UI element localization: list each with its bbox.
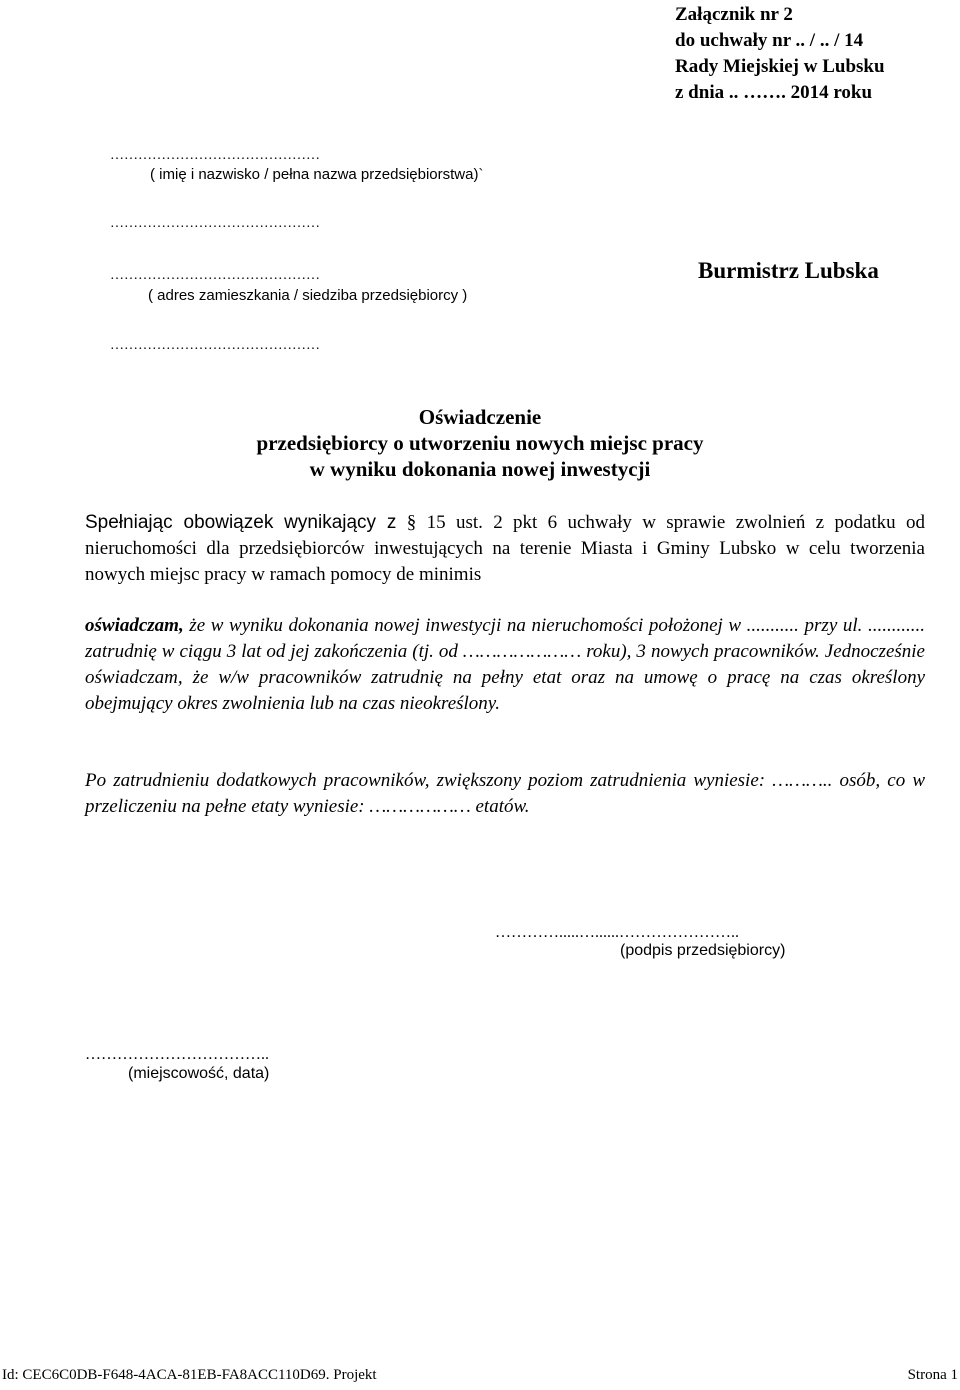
address-dots-2: ……………………………………… [110,338,320,353]
signature-dots: ………….....…......………………….. [495,924,739,941]
place-date-caption: (miejscowość, data) [128,1065,270,1082]
signature-caption: (podpis przedsiębiorcy) [620,942,786,959]
intro-lead: Spełniając obowiązek wynikający z [85,512,397,533]
document-title [0,404,960,482]
declaration-paragraph [85,613,925,717]
header-line: Załącznik nr 2 [675,4,793,25]
address-dots: ……………………………………… [110,268,320,283]
title-line: przedsiębiorcy o utworzeniu nowych miejsc pracy [256,431,704,455]
attachment-header [675,2,885,106]
declare-keyword: oświadczam, [85,615,184,636]
name-dots: ……………………………………… [110,148,320,163]
address-caption: ( adres zamieszkania / siedziba przedsiębiorcy ) [148,287,468,304]
recipient: Burmistrz Lubska [698,258,879,283]
section-sign: § [406,512,417,533]
header-line: z dnia .. ……. 2014 roku [675,82,873,103]
document-id: Id: CEC6C0DB-F648-4ACA-81EB-FA8ACC110D69. Projekt [2,1367,377,1383]
intro-paragraph [85,510,925,588]
extra-dots: ……………………………………… [110,216,320,231]
place-date-dots: …………………………….. [85,1046,269,1063]
title-line: w wyniku dokonania nowej inwestycji [309,457,651,481]
header-line: do uchwały nr .. / .. / 14 [675,30,864,51]
employment-paragraph: Po zatrudnieniu dodatkowych pracowników, zwiększony poziom zatrudnienia wyniesie: ……….. osób, co w przeliczeniu na pełne etaty wyniesie: ……………… etatów. [85,770,925,817]
intro-text: 15 ust. 2 pkt 6 uchwały w sprawie zwolnień z podatku od nieruchomości dla przedsiębiorców inwestujących na terenie Miasta i Gminy Lubsko w celu tworzenia nowych miejsc pracy w ramach pomocy de minimis [85,512,925,585]
header-line: Rady Miejskiej w Lubsku [675,56,885,77]
page-number: Strona 1 [907,1367,958,1383]
name-caption: ( imię i nazwisko / pełna nazwa przedsiębiorstwa)` [150,166,484,183]
title-line: Oświadczenie [418,405,542,429]
declaration-text: że w wyniku dokonania nowej inwestycji na nieruchomości położonej w ........... przy ul. ............ zatrudnię w ciągu 3 lat od jej zakończenia (tj. od ………………… roku), 3 nowych pracowników. Jednocześnie oświadczam, że w/w pracowników zatrudnię na pełny etat oraz na umowę o pracę na czas określony obejmujący okres zwolnienia lub na czas nieokreślony. [85,615,925,714]
